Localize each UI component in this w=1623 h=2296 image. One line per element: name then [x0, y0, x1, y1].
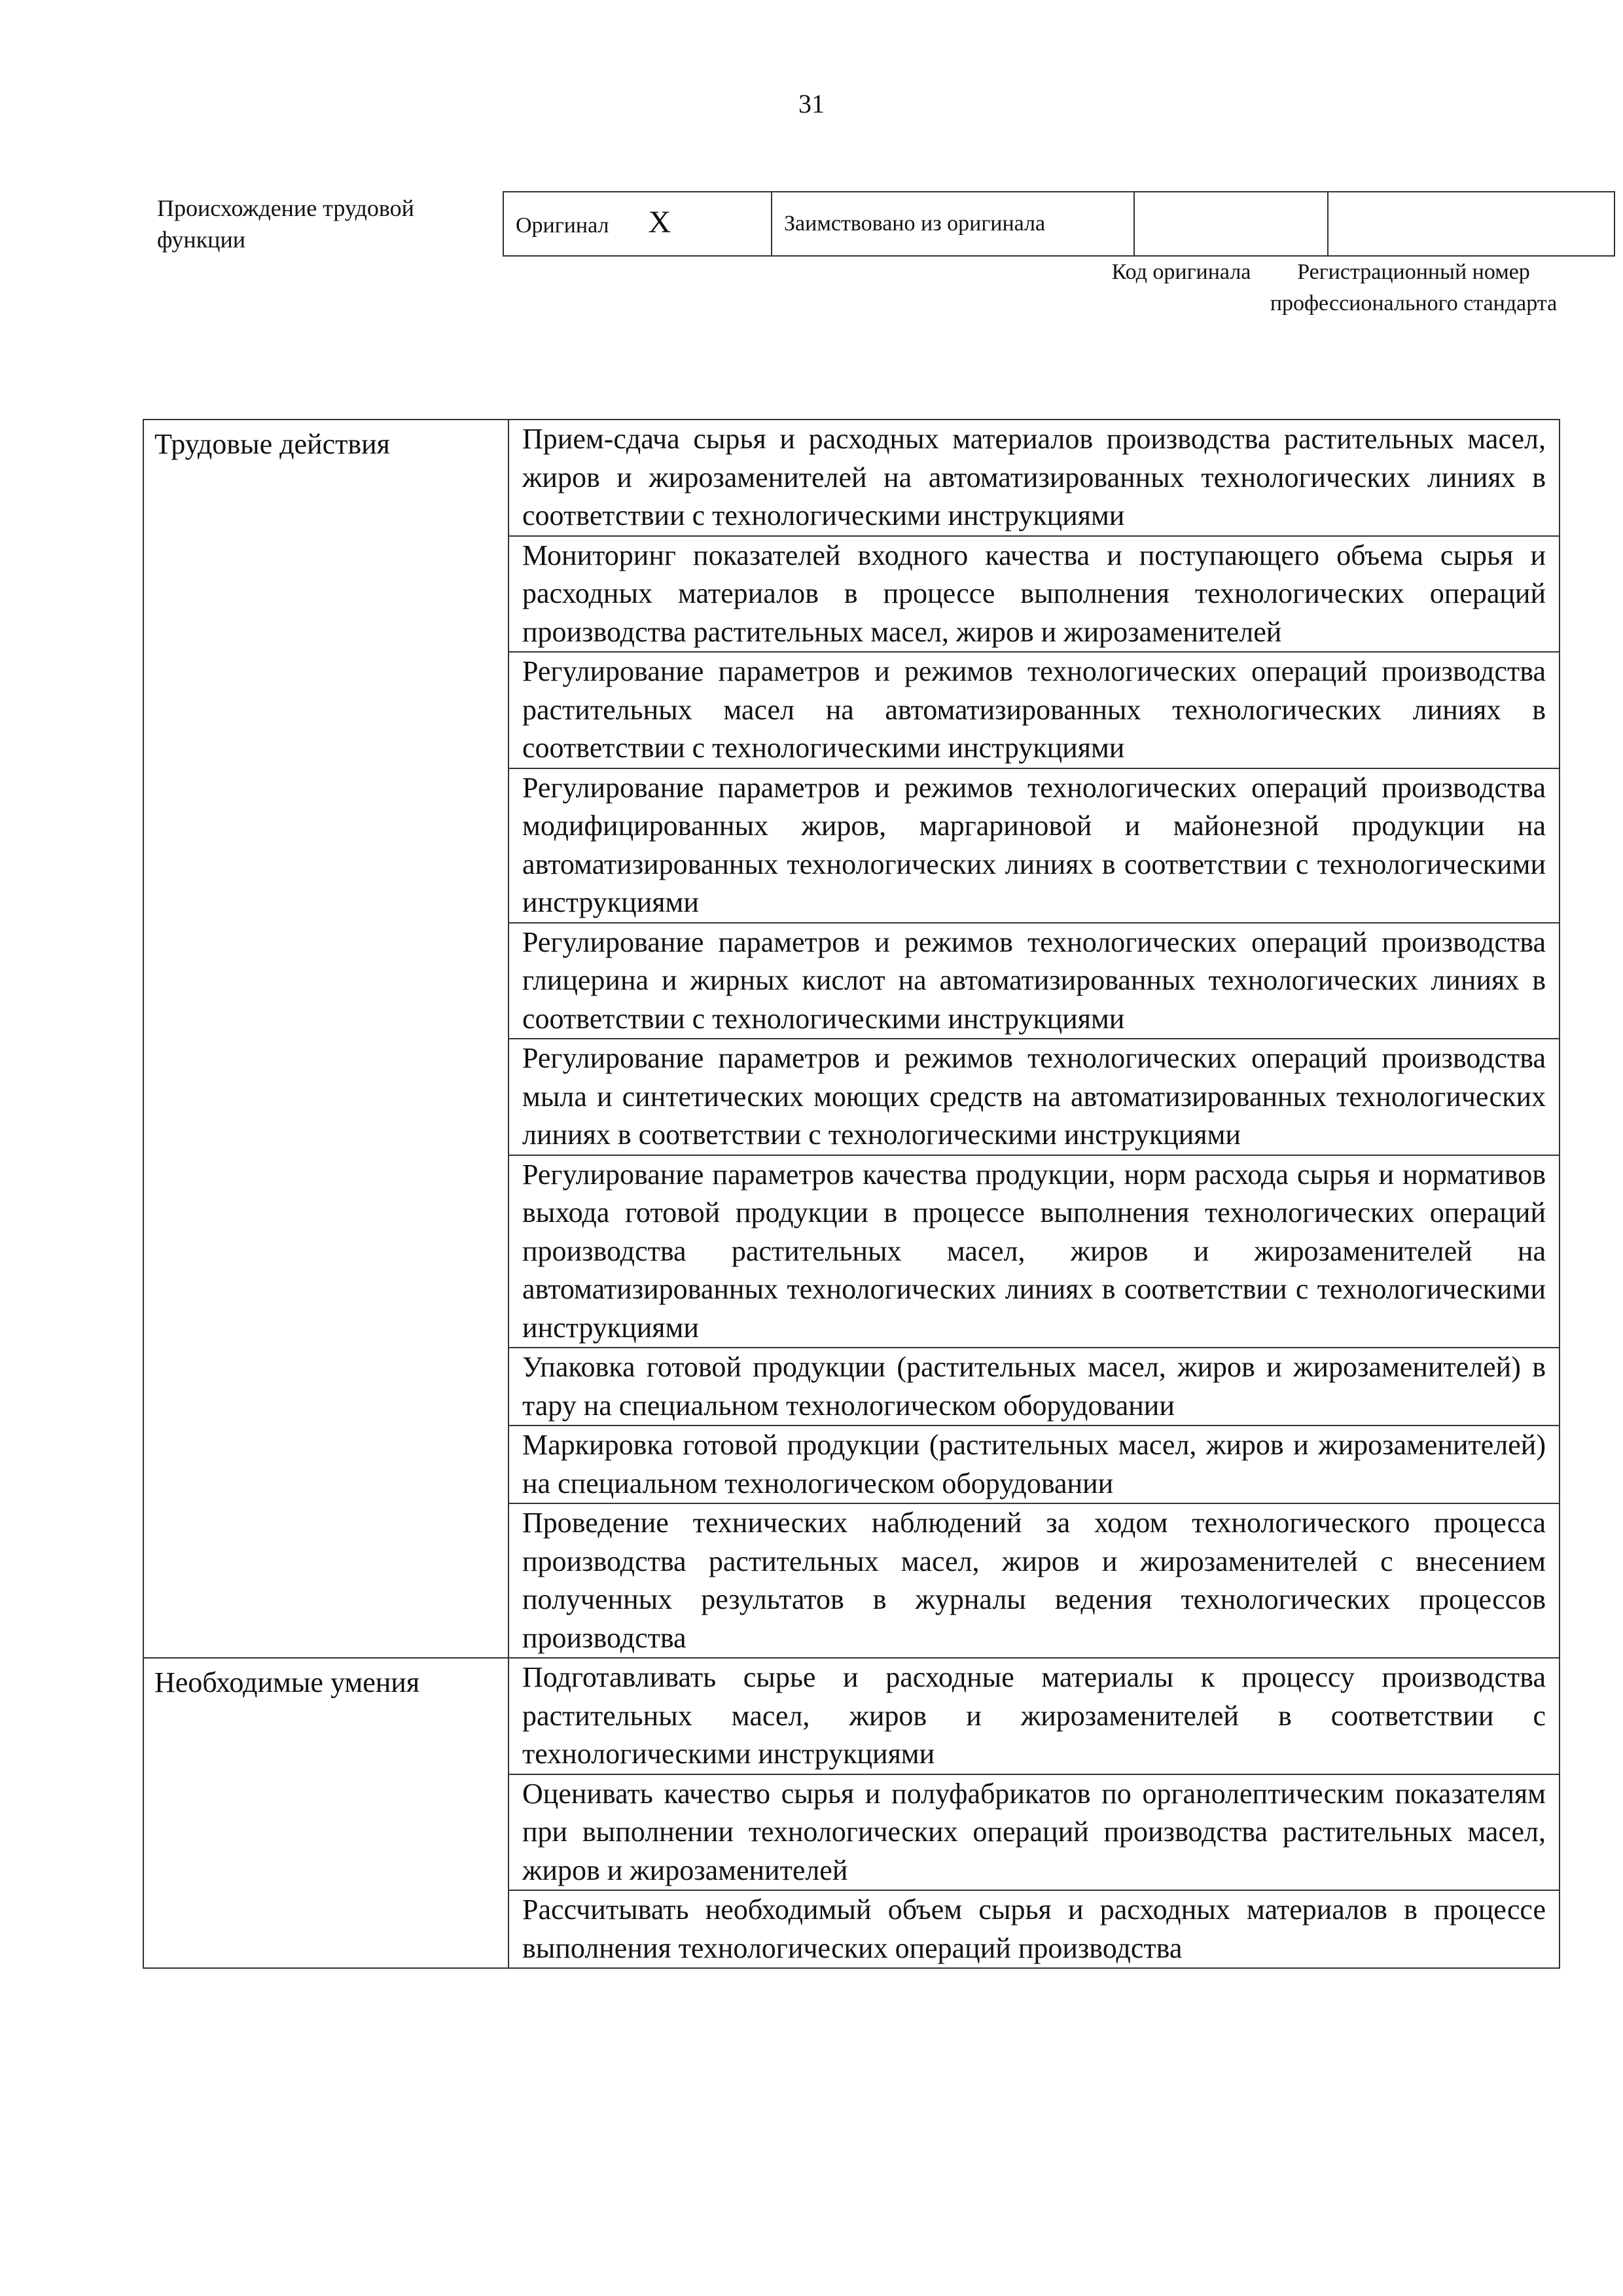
- original-mark: X: [648, 204, 671, 240]
- section-item: Оценивать качество сырья и полуфабрикатов по органолептическим показателям при выполнении технологических операций производства растительных масел, жиров и жирозаменителей: [508, 1774, 1560, 1891]
- origin-table: [503, 191, 1615, 257]
- section-item: Подготавливать сырье и расходные материалы к процессу производства растительных масел, жиров и жирозаменителей в соответствии с технологическими инструкциями: [508, 1658, 1560, 1774]
- original-cell: [503, 192, 772, 256]
- functions-table: [143, 419, 1560, 1969]
- section-item: Регулирование параметров и режимов технологических операций производства глицерина и жирных кислот на автоматизированных технологических линиях в соответствии с технологическими инструкциями: [508, 923, 1560, 1039]
- table-row: [143, 420, 1560, 536]
- section-item: Маркировка готовой продукции (растительных масел, жиров и жирозаменителей) на специальном технологическом оборудовании: [508, 1426, 1560, 1503]
- section-item: Регулирование параметров и режимов технологических операций производства растительных масел на автоматизированных технологических линиях в соответствии с технологическими инструкциями: [508, 652, 1560, 768]
- section-item: Рассчитывать необходимый объем сырья и расходных материалов в процессе выполнения технологических операций производства: [508, 1890, 1560, 1968]
- section-item: Проведение технических наблюдений за ходом технологического процесса производства растительных масел, жиров и жирозаменителей с внесением полученных результатов в журналы ведения технологических процессов производства: [508, 1503, 1560, 1658]
- borrowed-cell: Заимствовано из оригинала: [772, 192, 1134, 256]
- section-item: Упаковка готовой продукции (растительных масел, жиров и жирозаменителей) в тару на специальном технологическом оборудовании: [508, 1348, 1560, 1426]
- original-label: Оригинал: [516, 213, 609, 238]
- registration-number-cell: [1328, 192, 1614, 256]
- origin-label: Происхождение трудовой функции: [157, 195, 414, 253]
- original-code-cell: [1134, 192, 1328, 256]
- section-item: Мониторинг показателей входного качества и поступающего объема сырья и расходных материалов в процессе выполнения технологических операций производства растительных масел, жиров и жирозаменителей: [508, 536, 1560, 653]
- section-label: Трудовые действия: [143, 420, 508, 1658]
- section-item: Регулирование параметров качества продукции, норм расхода сырья и нормативов выхода готовой продукции в процессе выполнения технологических операций производства растительных масел, жиров и жирозаменителей на автоматизированных технологических линиях в соответствии с технологическими инструкциями: [508, 1155, 1560, 1348]
- table-row: [143, 1658, 1560, 1774]
- code-caption: Код оригинала: [1111, 260, 1251, 284]
- registration-caption: Регистрационный номер профессионального стандарта: [1270, 260, 1558, 315]
- page-number: 31: [798, 89, 825, 118]
- section-item: Прием-сдача сырья и расходных материалов производства растительных масел, жиров и жирозаменителей на автоматизированных технологических линиях в соответствии с технологическими инструкциями: [508, 420, 1560, 536]
- section-item: Регулирование параметров и режимов технологических операций производства модифицированных жиров, маргариновой и майонезной продукции на автоматизированных технологических линиях в соответствии с технологическими инструкциями: [508, 768, 1560, 923]
- section-item: Регулирование параметров и режимов технологических операций производства мыла и синтетических моющих средств на автоматизированных технологических линиях в соответствии с технологическими инструкциями: [508, 1039, 1560, 1155]
- section-label: Необходимые умения: [143, 1658, 508, 1968]
